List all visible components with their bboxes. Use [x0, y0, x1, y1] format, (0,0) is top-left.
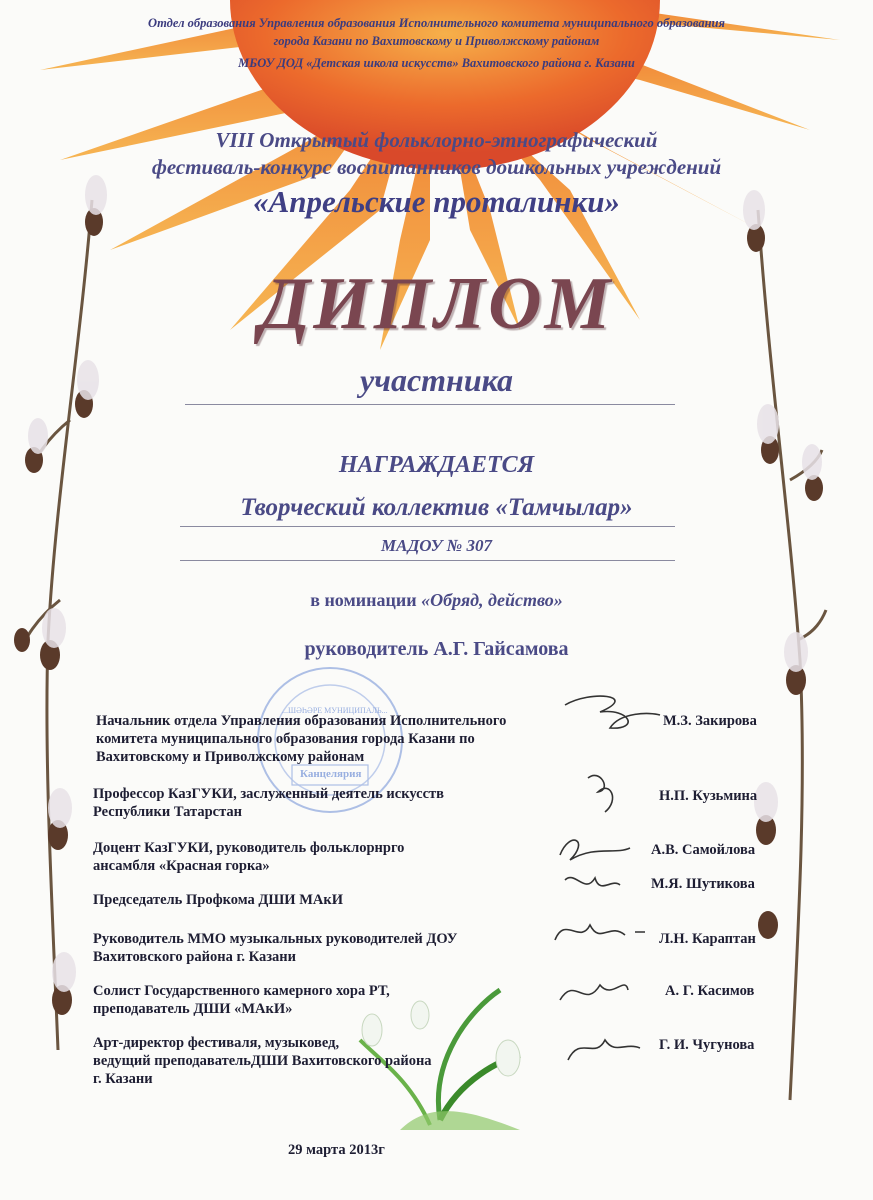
- signatory-title-line: Республики Татарстан: [93, 804, 242, 820]
- signatory-name: М.З. Закирова: [663, 713, 757, 729]
- leader: руководитель А.Г. Гайсамова: [304, 638, 569, 660]
- festival-name: «Апрельские проталинки»: [253, 184, 620, 219]
- header-line-3: МБОУ ДОД «Детская школа искусств» Вахитовского района г. Казани: [238, 56, 635, 70]
- signatory-title-line: Доцент КазГУКИ, руководитель фольклорнрго: [93, 840, 405, 856]
- header-line-2: города Казани по Вахитовскому и Приволжскому районам: [273, 34, 600, 48]
- stamp-text-top: ...ШӘҺӘРЕ МУНИЦИПАЛЬ...: [282, 706, 388, 715]
- signatory-title-line: Руководитель ММО музыкальных руководителей ДОУ: [93, 931, 458, 947]
- signatory-title-line: Начальник отдела Управления образования Исполнительного: [96, 713, 507, 729]
- signatory-name: М.Я. Шутикова: [651, 876, 755, 892]
- signatory-title-line: комитета муниципального образования города Казани по: [96, 731, 475, 747]
- document-date: 29 марта 2013г: [288, 1142, 385, 1158]
- signatory-title-line: Профессор КазГУКИ, заслуженный деятель искусств: [93, 786, 445, 802]
- festival-line-2: фестиваль-конкурс воспитанников дошкольных учреждений: [151, 155, 722, 179]
- institution-underline: [180, 560, 675, 561]
- awarded-label: НАГРАЖДАЕТСЯ: [338, 452, 535, 478]
- diploma-title: ДИПЛОМ: [259, 263, 614, 345]
- signatory-name: А.В. Самойлова: [651, 842, 756, 858]
- signatory-name: А. Г. Касимов: [665, 983, 755, 999]
- signatory-name: Л.Н. Караптан: [659, 931, 756, 947]
- signatory-title-line: преподаватель ДШИ «МАкИ»: [93, 1001, 293, 1017]
- festival-line-1: VIII Открытый фольклорно-этнографический: [215, 128, 658, 152]
- institution: МАДОУ № 307: [381, 536, 492, 555]
- nomination: [0, 590, 873, 611]
- recipient-underline: [180, 526, 675, 527]
- signatory-title-line: Председатель Профкома ДШИ МАкИ: [93, 892, 343, 908]
- signatory-title-line: Арт-директор фестиваля, музыковед,: [93, 1035, 340, 1051]
- header-line-1: Отдел образования Управления образования Исполнительного комитета муниципального образования: [148, 16, 725, 30]
- signatory-title-line: ведущий преподавательДШИ Вахитовского района: [93, 1053, 432, 1069]
- subtitle-underline: [185, 404, 675, 405]
- signatory-title-line: ансамбля «Красная горка»: [93, 858, 270, 874]
- signatures: [555, 696, 660, 1060]
- signatory-title-line: г. Казани: [93, 1071, 153, 1087]
- signatory-name: Н.П. Кузьмина: [659, 788, 758, 804]
- stamp-text-mid: Канцелярия: [300, 768, 362, 780]
- diploma-subtitle: участника: [359, 362, 514, 398]
- nomination-value: «Обряд, действо»: [421, 590, 563, 610]
- signatory-name: Г. И. Чугунова: [659, 1037, 755, 1053]
- signatory-title-line: Вахитовского района г. Казани: [93, 949, 297, 965]
- recipient-name: Творческий коллектив «Тамчылар»: [240, 494, 633, 521]
- signatory-title-line: Солист Государственного камерного хора РТ,: [93, 983, 390, 999]
- nomination-prefix: в номинации: [310, 590, 422, 610]
- signatory-title-line: Вахитовскому и Приволжскому районам: [96, 749, 365, 765]
